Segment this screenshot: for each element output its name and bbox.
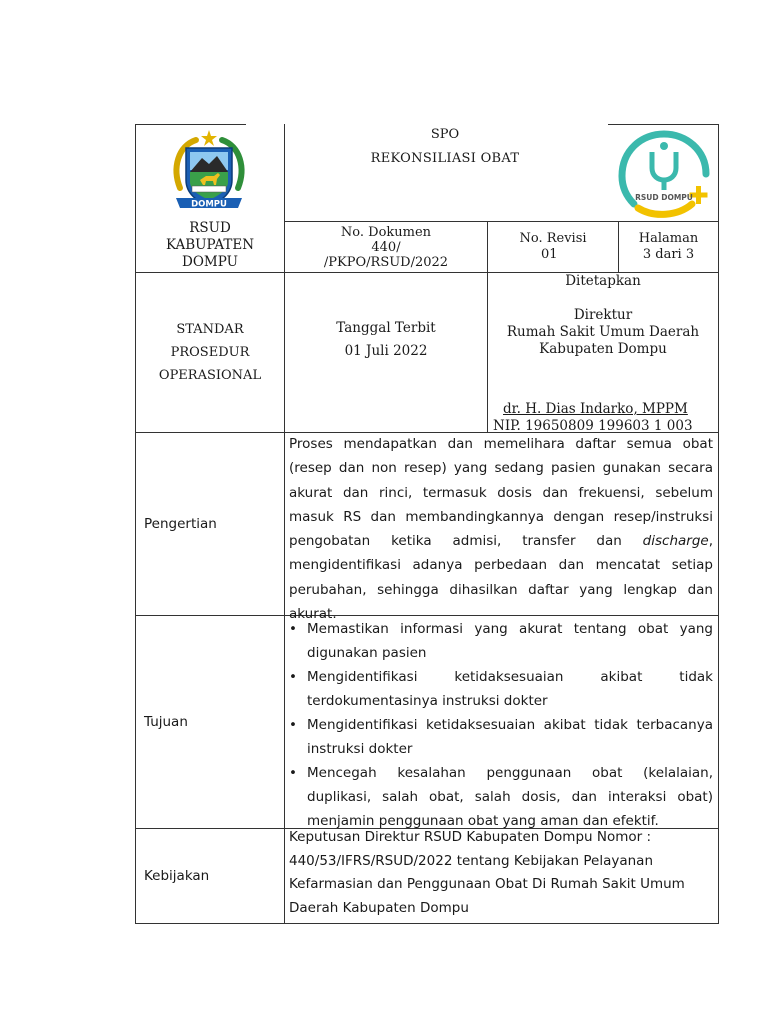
pengertian-text	[289, 432, 713, 626]
ditetapkan-cell	[488, 273, 718, 432]
revisi-label: No. Revisi	[519, 231, 587, 246]
rs-name: Rumah Sakit Umum Daerah	[506, 324, 700, 340]
org-name	[136, 219, 284, 271]
bullet-icon: •	[289, 717, 297, 733]
signer-name: dr. H. Dias Indarko, MPPM	[503, 401, 688, 417]
pengertian-text-cell	[289, 432, 713, 623]
tujuan-item	[289, 617, 713, 665]
tujuan-list	[289, 616, 713, 828]
signer-nip: NIP. 19650809 199603 1 003	[493, 418, 693, 434]
tanggal-value: 01 Juli 2022	[344, 342, 428, 359]
dompu-emblem-icon	[170, 128, 248, 214]
kebijakan-text-cell	[289, 826, 715, 922]
tanggal-cell	[285, 273, 487, 406]
tujuan-item	[289, 713, 713, 761]
dokumen-cell	[285, 222, 487, 272]
tujuan-item	[289, 665, 713, 713]
bullet-icon: •	[289, 621, 297, 637]
standar-line-2: PROSEDUR	[170, 345, 250, 360]
rsud-dompu-logo-icon	[608, 124, 718, 220]
standar-line-1: STANDAR	[176, 322, 244, 337]
ditetapkan-label: Ditetapkan	[565, 273, 641, 289]
doc-title: REKONSILIASI OBAT	[370, 151, 520, 166]
direktur-label: Direktur	[573, 307, 633, 323]
tujuan-label: Tujuan	[144, 714, 188, 730]
tanggal-label: Tanggal Terbit	[336, 319, 436, 336]
halaman-label: Halaman	[638, 231, 699, 246]
table-line-right	[718, 124, 719, 924]
svg-text:RSUD DOMPU: RSUD DOMPU	[635, 193, 693, 202]
pengertian-text-after: , mengidentifikasi adanya perbedaan dan mencatat setiap perubahan, sehingga dihasilkan daftar yang lengkap dan akurat.	[289, 533, 713, 623]
dokumen-number-1: 440/	[371, 239, 401, 255]
revisi-cell	[488, 222, 618, 272]
doc-type: SPO	[430, 127, 460, 142]
tujuan-item-text: Memastikan informasi yang akurat tentang obat yang digunakan pasien	[307, 621, 713, 661]
kebijakan-label: Kebijakan	[144, 868, 210, 884]
tujuan-label-cell	[136, 616, 284, 828]
standar-line-3: OPERASIONAL	[158, 368, 262, 383]
pengertian-text-before: Proses mendapatkan dan memelihara daftar semua obat (resep dan non resep) yang sedang pasien gunakan secara akurat dan rinci, termasuk dosis dan frekuensi, sebelum masuk RS dan membandingkannya dengan resep/instruksi pengobatan ketika admisi, transfer dan	[289, 436, 713, 550]
tujuan-item-text: Mengidentifikasi ketidaksesuaian akibat tidak terdokumentasinya instruksi dokter	[307, 669, 713, 709]
svg-text:DOMPU: DOMPU	[191, 199, 227, 210]
bullet-icon: •	[289, 765, 297, 781]
pengertian-label: Pengertian	[144, 516, 217, 532]
tujuan-item-text: Mencegah kesalahan penggunaan obat (kelalaian, duplikasi, salah obat, salah dosis, dan interaksi obat) menjamin penggunaan obat yang aman dan efektif.	[307, 765, 713, 829]
table-line-bottom	[135, 923, 719, 924]
kebijakan-text: Keputusan Direktur RSUD Kabupaten Dompu Nomor : 440/53/IFRS/RSUD/2022 tentang Kebijakan Pelayanan Kefarmasian dan Penggunaan Obat Di Rumah Sakit Umum Daerah Kabupaten Dompu	[289, 829, 685, 916]
dokumen-number-2: /PKPO/RSUD/2022	[323, 254, 449, 270]
kebijakan-label-cell	[136, 829, 284, 923]
org-name-line-1: RSUD	[189, 219, 231, 236]
halaman-cell	[619, 222, 718, 272]
bullet-icon: •	[289, 669, 297, 685]
title-cell	[285, 126, 605, 186]
left-logo	[170, 128, 248, 214]
kabupaten-label: Kabupaten Dompu	[539, 341, 667, 357]
halaman-value: 3 dari 3	[642, 247, 695, 262]
revisi-value: 01	[541, 247, 558, 262]
tujuan-item-text: Mengidentifikasi ketidaksesuaian akibat tidak terbacanya instruksi dokter	[307, 717, 713, 757]
pengertian-text-italic: discharge	[642, 533, 709, 550]
right-logo	[608, 124, 718, 221]
pengertian-label-cell	[136, 433, 284, 615]
table-line-top-left	[136, 124, 246, 125]
standar-cell	[136, 273, 284, 432]
org-name-line-3: DOMPU	[182, 253, 238, 270]
dokumen-label: No. Dokumen	[340, 224, 432, 240]
tujuan-item	[289, 761, 713, 833]
org-name-line-2: KABUPATEN	[165, 236, 255, 253]
